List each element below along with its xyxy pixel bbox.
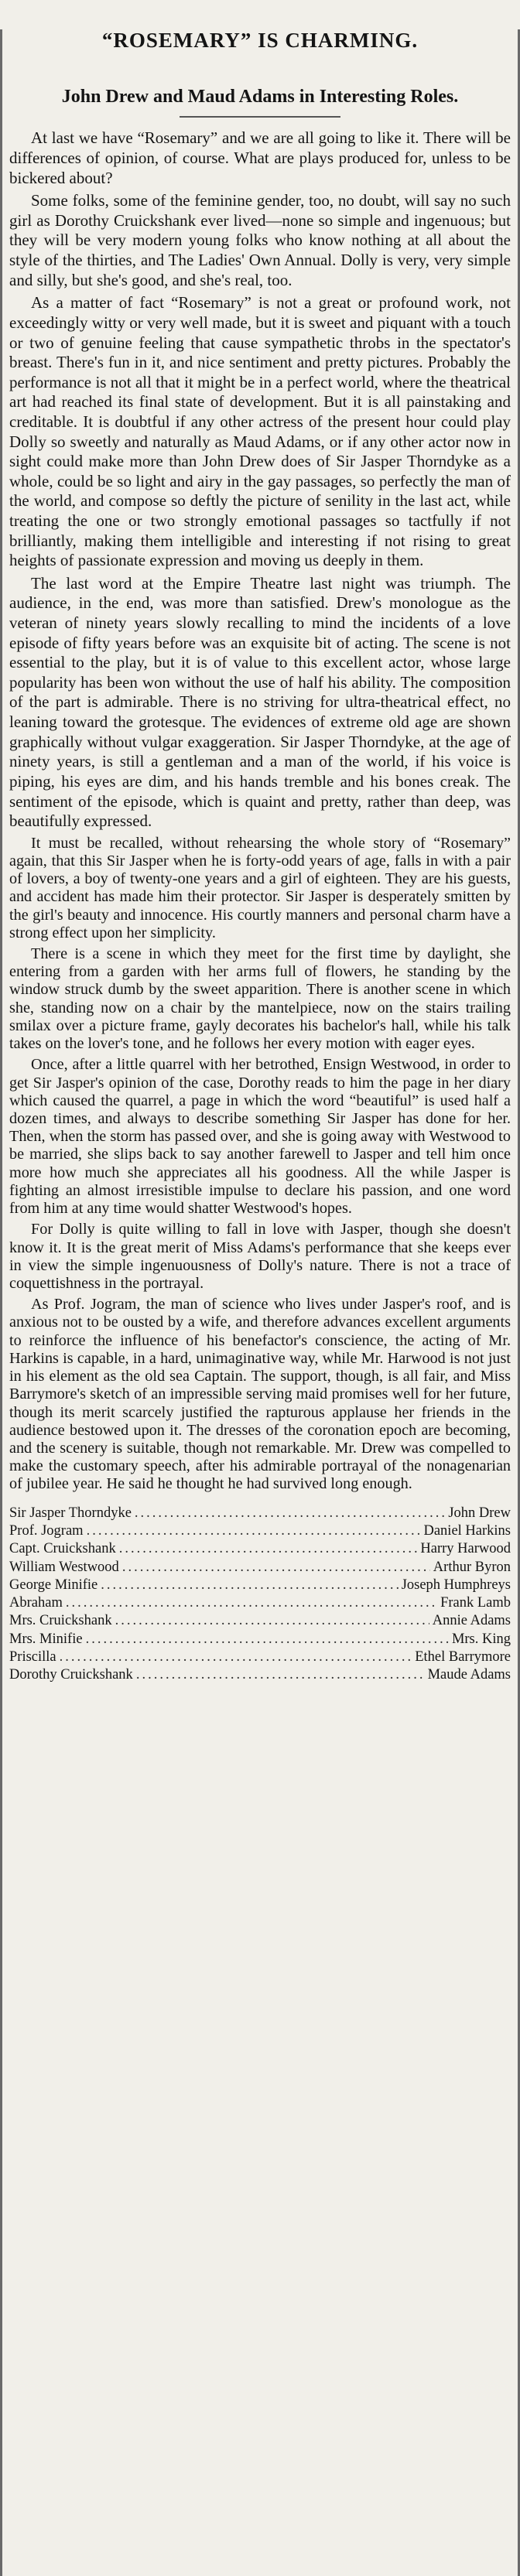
cast-row: [9, 1631, 511, 1648]
cast-row: [9, 1505, 511, 1522]
cast-row: [9, 1559, 511, 1577]
column-rule-left: [0, 29, 2, 2576]
cast-role: George Minifie: [9, 1577, 98, 1593]
cast-role: Sir Jasper Thorndyke: [9, 1505, 132, 1521]
cast-actor: Frank Lamb: [440, 1595, 511, 1611]
leader-dots: [122, 1559, 430, 1577]
leader-dots: [101, 1577, 398, 1594]
cast-actor: Arthur Byron: [433, 1559, 511, 1575]
cast-actor: Maude Adams: [427, 1667, 511, 1683]
cast-actor: Mrs. King: [451, 1631, 511, 1647]
leader-dots: [119, 1540, 418, 1558]
cast-row: [9, 1612, 511, 1630]
cast-role: Capt. Cruickshank: [9, 1541, 116, 1557]
leader-dots: [66, 1594, 437, 1612]
paragraph: As a matter of fact “Rosemary” is not a great or profound work, not exceedingly witty or very well made, but it is sweet and piquant with a touch or two of genuine feeling that cause sympathetic throbs in the spectator's breast. There's fun in it, and nice sentiment and pretty pictures. Probably the performance is not all that it might be in a perfect world, where the theatrical art had reached its final state of development. But it is all painstaking and creditable. It is doubtful if any other actress of the present hour could play Dolly so sweetly and naturally as Maud Adams, or if any other actor now in sight could make more than John Drew does of Sir Jasper Thorndyke as a whole, could be so light and airy in the gay passages, so perfectly the man of the world, and compose so deftly the picture of senility in the last act, while treating the one or two strongly emotional passages so tactfully if not brilliantly, making them intelligible and interesting if not rising to great heights of passionate expression and moving us deeply in them.: [9, 293, 511, 570]
divider-rule: [180, 116, 340, 118]
cast-actor: Daniel Harkins: [423, 1522, 511, 1539]
paragraph: As Prof. Jogram, the man of science who lives under Jasper's roof, and is anxious not to be ousted by a wife, and therefore advances excellent arguments to reinforce the influence of his benefactor's conscience, the acting of Mr. Harkins is capable, in a hard, unimaginative way, while Mr. Harwood is not just in his element as the old sea Captain. The support, though, is all fair, and Miss Barrymore's sketch of an impressible serving maid promises well for her future, though its merit scarcely justified the rapturous applause her friends in the audience bestowed upon it. The dresses of the coronation epoch are becoming, and the scenery is suitable, though not remarkable. Mr. Drew was compelled to make the customary speech, after his admirable portrayal of the nonagenarian of jubilee year. He said he thought he had survived long enough.: [9, 1296, 511, 1493]
cast-actor: Ethel Barrymore: [415, 1648, 511, 1665]
cast-row: [9, 1522, 511, 1540]
paragraph: There is a scene in which they meet for the first time by daylight, she entering from a garden with her arms full of flowers, he standing by the window struck dumb by the sweet apparition. There is another scene in which she, standing now on a chair by the mantelpiece, now on the stairs trailing smilax over a picture frame, gayly decorates his bachelor's hall, while his talk takes on the lover's tone, and he follows her every motion with eager eyes.: [9, 945, 511, 1053]
cast-role: Priscilla: [9, 1648, 56, 1665]
subheadline: John Drew and Maud Adams in Interesting Roles.: [61, 86, 459, 107]
cast-row: [9, 1577, 511, 1594]
leader-dots: [87, 1522, 421, 1540]
cast-actor: Joseph Humphreys: [401, 1577, 511, 1593]
leader-dots: [115, 1612, 429, 1630]
headline: “ROSEMARY” IS CHARMING.: [101, 29, 419, 52]
leader-dots: [60, 1648, 412, 1666]
paragraph: At last we have “Rosemary” and we are all going to like it. There will be differences of opinion, of course. What are plays produced for, unless to be bickered about?: [9, 128, 511, 187]
cast-row: [9, 1666, 511, 1684]
article-body-main: [9, 128, 511, 831]
cast-list: [9, 1505, 511, 1685]
cast-actor: John Drew: [448, 1505, 511, 1521]
paragraph: It must be recalled, without rehearsing the whole story of “Rosemary” again, that this Sir Jasper when he is forty-odd years of age, falls in with a pair of lovers, a boy of twenty-one years and a girl of eighteen. They are his guests, and accident has made him their protector. Sir Jasper is desperately smitten by the girl's beauty and innocence. His courtly manners and personal charm have a strong effect upon her simplicity.: [9, 834, 511, 941]
paragraph: The last word at the Empire Theatre last night was triumph. The audience, in the end, was more than satisfied. Drew's monologue as the veteran of ninety years slowly recalling to mind the incidents of a love episode of fifty years before was an exquisite bit of acting. The scene is not essential to the play, but it is of value to this excellent actor, whose large popularity has been won without the use of half his ability. The composition of the part is admirable. There is no striving for ultra-theatrical effect, no leaning toward the grotesque. The evidences of extreme old age are shown graphically without vulgar exaggeration. Sir Jasper Thorndyke, at the age of ninety years, is still a gentleman and a man of the world, if his voice is piping, his eyes are dim, and his hands tremble and his bones creak. The sentiment of the episode, which is quaint and pretty, rather than deep, was beautifully expressed.: [9, 573, 511, 831]
leader-dots: [86, 1631, 449, 1648]
cast-row: [9, 1594, 511, 1612]
cast-role: Abraham: [9, 1595, 63, 1611]
cast-role: Dorothy Cruickshank: [9, 1667, 133, 1683]
newspaper-column: [0, 29, 520, 2576]
cast-actor: Harry Harwood: [420, 1541, 511, 1557]
leader-dots: [135, 1505, 445, 1522]
cast-row: [9, 1648, 511, 1666]
cast-actor: Annie Adams: [432, 1613, 511, 1629]
paragraph: For Dolly is quite willing to fall in love with Jasper, though she doesn't know it. It is the great merit of Miss Adams's performance that she keeps ever in view the simple ingenuousness of Dolly's nature. There is not a trace of coquettishness in the portrayal.: [9, 1221, 511, 1292]
article-body-condensed: [9, 835, 511, 1494]
cast-role: Mrs. Minifie: [9, 1631, 83, 1647]
cast-role: Prof. Jogram: [9, 1522, 84, 1539]
cast-row: [9, 1540, 511, 1558]
leader-dots: [136, 1666, 425, 1684]
paragraph: Once, after a little quarrel with her betrothed, Ensign Westwood, in order to get Sir Jasper's opinion of the case, Dorothy reads to him the page in her diary which caused the quarrel, a page in which the word “beautiful” is used half a dozen times, and always to describe something Sir Jasper has done for her. Then, when the storm has passed over, and she is going away with Westwood to be married, she slips back to say another farewell to Jasper and tell him once more how much she appreciates all his goodness. All the while Jasper is fighting an almost irresistible impulse to declare his passion, and one word from him at any time would shatter Westwood's hopes.: [9, 1056, 511, 1218]
cast-role: William Westwood: [9, 1559, 119, 1575]
paragraph: Some folks, some of the feminine gender, too, no doubt, will say no such girl as Dorothy Cruickshank ever lived—none so simple and ingenuous; but they will be very modern young folks who know nothing at all about the style of the thirties, and The Ladies' Own Annual. Dolly is very, very simple and silly, but she's good, and she's real, too.: [9, 191, 511, 289]
cast-role: Mrs. Cruickshank: [9, 1613, 112, 1629]
